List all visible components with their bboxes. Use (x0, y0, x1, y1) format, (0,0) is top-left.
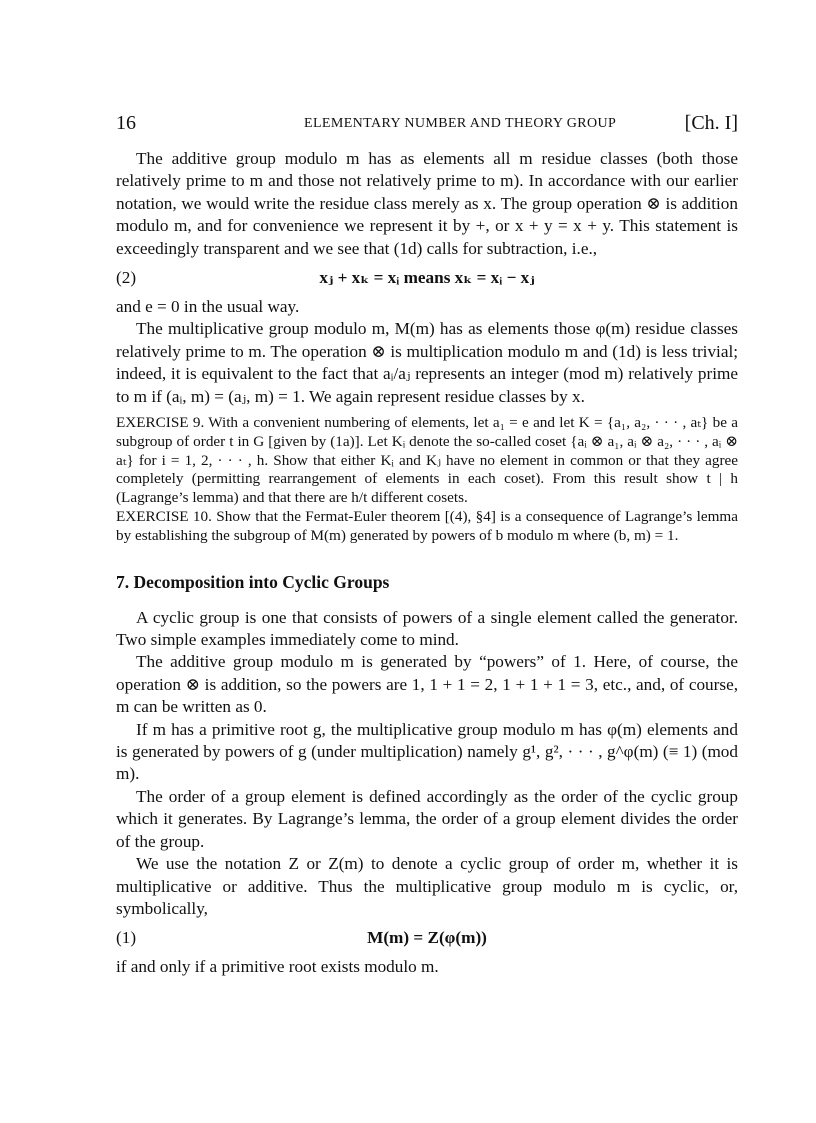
running-title: ELEMENTARY NUMBER AND THEORY GROUP (304, 116, 617, 131)
paragraph-primitive-root: If m has a primitive root g, the multiplicative group modulo m has φ(m) elements and is generated by powers of g (under multiplication) namely g¹, g², · · · , g^φ(m) (≡ 1) (mod m). (116, 719, 738, 784)
paragraph-additive-generator: The additive group modulo m is generated by “powers” of 1. Here, of course, the operation ⊗ is addition, so the powers are 1, 1 + 1 = 2, 1 + 1 + 1 = 3, etc., and, of course, m can be written as 0. (116, 652, 738, 717)
equation-number: (2) (116, 268, 137, 288)
equation-expression: M(m) = Z(φ(m)) (367, 928, 487, 948)
paragraph-conclusion: if and only if a primitive root exists modulo m. (116, 957, 439, 977)
paragraph-additive-group: The additive group modulo m has as elements all m residue classes (both those relatively prime to m and those not relatively prime to m). In accordance with our earlier notation, we would write the residue class merely as x. The group operation ⊗ is addition modulo m, and for convenience we represent it by +, or x + y = x + y. This statement is exceedingly transparent and we see that (1d) calls for subtraction, i.e., (116, 149, 738, 258)
page-header (116, 112, 738, 142)
paragraph-identity: and e = 0 in the usual way. (116, 297, 300, 317)
exercises (116, 414, 738, 546)
exercise-10: EXERCISE 10. Show that the Fermat-Euler theorem [(4), §4] is a consequence of Lagrange’s lemma by establishing the subgroup of M(m) generated by powers of b modulo m where (b, m) = 1. (116, 508, 738, 544)
equation-number: (1) (116, 928, 137, 948)
page-body (116, 148, 738, 979)
page-number: 16 (116, 112, 136, 134)
exercise-9: EXERCISE 9. With a convenient numbering of elements, let a₁ = e and let K = {a₁, a₂, · · · , aₜ} be a subgroup of order t in G [given by (1a)]. Let Kᵢ denote the so-called coset {aᵢ ⊗ a₁, aᵢ ⊗ a₂, · · · , aᵢ ⊗ aₜ} for i = 1, 2, · · · , h. Show that either Kᵢ and Kⱼ have no element in common or that they agree completely (permitting rearrangement of elements in each coset). From this result show t | h (Lagrange’s lemma) and that there are h/t different cosets. (116, 414, 738, 507)
paragraph-order: The order of a group element is defined accordingly as the order of the cyclic group which it generates. By Lagrange’s lemma, the order of a group element divides the order of the group. (116, 786, 738, 851)
section-heading: 7. Decomposition into Cyclic Groups (116, 571, 390, 592)
paragraph-multiplicative-group: The multiplicative group modulo m, M(m) has as elements those φ(m) residue classes relatively prime to m. The operation ⊗ is multiplication modulo m and (1d) is less trivial; indeed, it is equivalent to the fact that aᵢ/aⱼ represents an integer (mod m) relatively prime to m if (aᵢ, m) = (aⱼ, m) = 1. We again represent residue classes by x. (116, 319, 738, 406)
paragraph-notation: We use the notation Z or Z(m) to denote a cyclic group of order m, whether it is multiplicative or additive. Thus the multiplicative group modulo m is cyclic, or, symbolically, (116, 854, 738, 918)
chapter-label: [Ch. I] (684, 112, 738, 134)
equation-2 (116, 266, 738, 292)
equation-expression: xⱼ + xₖ = xᵢ means xₖ = xᵢ − xⱼ (319, 268, 535, 288)
paragraph-cyclic-definition: A cyclic group is one that consists of powers of a single element called the generator. Two simple examples immediately come to mind. (116, 607, 738, 650)
equation-1 (116, 926, 738, 952)
